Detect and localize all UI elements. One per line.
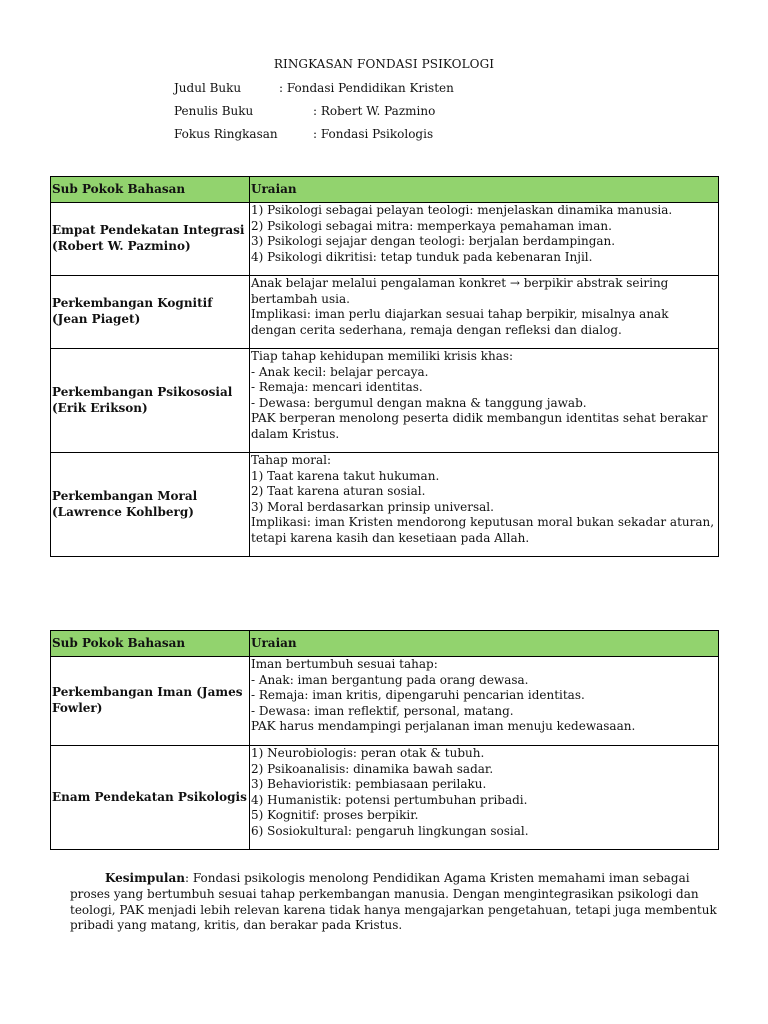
description-line: 2) Psikologi sebagai mitra: memperkaya pemahaman iman. xyxy=(251,218,612,233)
meta-value: : Fondasi Pendidikan Kristen xyxy=(279,81,454,95)
description-line: 3) Behavioristik: pembiasaan perilaku. xyxy=(251,777,487,792)
topic-cell: Empat Pendekatan Integrasi (Robert W. Pazmino) xyxy=(51,203,250,276)
topic-cell: Perkembangan Moral (Lawrence Kohlberg) xyxy=(51,453,250,557)
description-cell xyxy=(250,657,719,746)
description-line: Anak belajar melalui pengalaman konkret → berpikir abstrak seiring bertambah usia. xyxy=(251,276,669,306)
table-row xyxy=(51,657,719,746)
table-header-row xyxy=(51,177,719,203)
description-cell xyxy=(250,349,719,453)
column-header-description: Uraian xyxy=(250,177,719,203)
description-line: 1) Taat karena takut hukuman. xyxy=(251,468,440,483)
table-row xyxy=(51,203,719,276)
description-line: - Dewasa: iman reflektif, personal, matang. xyxy=(251,703,514,718)
description-line: 4) Humanistik: potensi pertumbuhan pribadi. xyxy=(251,792,528,807)
conclusion-paragraph xyxy=(70,871,720,934)
conclusion-text: : Fondasi psikologis menolong Pendidikan Agama Kristen memahami iman sebagai proses yang bertumbuh sesuai tahap perkembangan manusia. Dengan mengintegrasikan psikologi dan teologi, PAK menjadi lebih relevan karena tidak hanya mengajarkan pengetahuan, tetapi juga membentuk pribadi yang matang, kritis, dan berakar pada Kristus. xyxy=(70,871,717,933)
topic-cell: Perkembangan Iman (James Fowler) xyxy=(51,657,250,746)
description-line: Tiap tahap kehidupan memiliki krisis khas: xyxy=(251,349,514,363)
description-line: - Dewasa: bergumul dengan makna & tanggung jawab. xyxy=(251,395,587,410)
description-line: - Remaja: iman kritis, dipengaruhi pencarian identitas. xyxy=(251,688,585,703)
description-line: Implikasi: iman perlu diajarkan sesuai tahap berpikir, misalnya anak dengan cerita sederhana, remaja dengan refleksi dan dialog. xyxy=(251,307,669,337)
description-line: 4) Psikologi dikritisi: tetap tunduk pada kebenaran Injil. xyxy=(251,249,593,264)
table-header-row xyxy=(51,631,719,657)
topic-cell: Perkembangan Kognitif (Jean Piaget) xyxy=(51,276,250,349)
column-header-topic: Sub Pokok Bahasan xyxy=(51,177,250,203)
description-cell xyxy=(250,746,719,850)
description-line: Tahap moral: xyxy=(251,453,331,467)
topic-cell: Perkembangan Psikososial (Erik Erikson) xyxy=(51,349,250,453)
description-line: 1) Neurobiologis: peran otak & tubuh. xyxy=(251,746,485,760)
document-title: RINGKASAN FONDASI PSIKOLOGI xyxy=(273,57,495,71)
meta-value: : Fondasi Psikologis xyxy=(313,127,434,141)
meta-row-author xyxy=(174,104,436,118)
summary-table-1 xyxy=(50,176,719,557)
column-header-topic: Sub Pokok Bahasan xyxy=(51,631,250,657)
meta-value: : Robert W. Pazmino xyxy=(313,104,436,118)
meta-row-book-title xyxy=(174,81,454,95)
summary-table-2 xyxy=(50,630,719,850)
description-line: PAK berperan menolong peserta didik membangun identitas sehat berakar dalam Kristus. xyxy=(251,411,708,441)
description-line: Implikasi: iman Kristen mendorong keputusan moral bukan sekadar aturan, tetapi karena kasih dan kesetiaan pada Allah. xyxy=(251,515,715,545)
description-line: Iman bertumbuh sesuai tahap: xyxy=(251,657,438,671)
table-row xyxy=(51,453,719,557)
description-cell xyxy=(250,453,719,557)
description-line: 3) Moral berdasarkan prinsip universal. xyxy=(251,499,494,514)
description-line: - Anak kecil: belajar percaya. xyxy=(251,364,429,379)
conclusion-label: Kesimpulan xyxy=(105,871,185,885)
meta-label: Fokus Ringkasan xyxy=(174,127,278,141)
table-row xyxy=(51,349,719,453)
meta-label: Penulis Buku xyxy=(174,104,254,118)
description-line: 5) Kognitif: proses berpikir. xyxy=(251,808,419,823)
description-line: 2) Taat karena aturan sosial. xyxy=(251,484,426,499)
column-header-description: Uraian xyxy=(250,631,719,657)
table-row xyxy=(51,746,719,850)
description-cell xyxy=(250,203,719,276)
meta-row-focus xyxy=(174,127,434,141)
description-line: - Anak: iman bergantung pada orang dewasa. xyxy=(251,672,529,687)
meta-label: Judul Buku xyxy=(174,81,242,95)
description-line: 6) Sosiokultural: pengaruh lingkungan sosial. xyxy=(251,823,529,838)
table-row xyxy=(51,276,719,349)
topic-cell: Enam Pendekatan Psikologis xyxy=(51,746,250,850)
description-cell xyxy=(250,276,719,349)
description-line: 3) Psikologi sejajar dengan teologi: berjalan berdampingan. xyxy=(251,234,616,249)
description-line: 2) Psikoanalisis: dinamika bawah sadar. xyxy=(251,761,494,776)
description-line: PAK harus mendampingi perjalanan iman menuju kedewasaan. xyxy=(251,719,636,734)
description-line: 1) Psikologi sebagai pelayan teologi: menjelaskan dinamika manusia. xyxy=(251,203,673,217)
description-line: - Remaja: mencari identitas. xyxy=(251,380,423,395)
